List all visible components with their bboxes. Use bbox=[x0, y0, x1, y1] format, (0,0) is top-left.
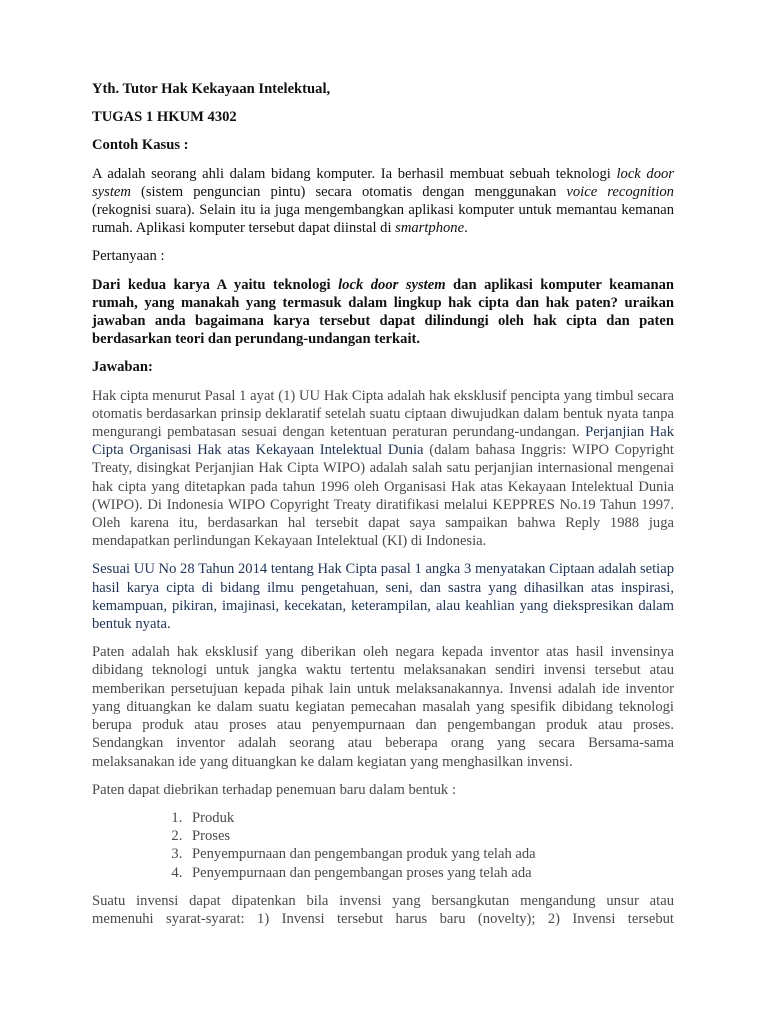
wipo-treaty-text: (dalam bahasa Inggris: WIPO Copyright Treaty, disingkat Perjanjian Hak Cipta WIPO) adalah salah satu perjanjian internasional mengenai hak cipta yang ditetapkan pada tahun 1996 oleh Organisasi Hak atas Kekayaan Intelektual Dunia (WIPO). Di Indonesia WIPO Copyright Treaty diratifikasi melalui KEPPRES No.19 Tahun 1997. Oleh karena itu, berdasarkan hal tersebit dapat saya sampaikan bahwa Reply 1988 juga mendapatkan perlindungan Kekayaan Intelektual (KI) di Indonesia. bbox=[92, 442, 674, 550]
case-text-end: . bbox=[464, 220, 468, 237]
question-text-start: Dari kedua karya A yaitu teknologi bbox=[92, 276, 339, 293]
list-item: 4. Penyempurnaan dan pengembangan proses yang telah ada bbox=[186, 864, 674, 882]
answer-heading: Jawaban: bbox=[92, 359, 153, 376]
question-term-lock-door-system: lock door system bbox=[338, 276, 446, 293]
answer-paragraph-patentability bbox=[92, 892, 674, 928]
case-text-1: A adalah seorang ahli dalam bidang komputer. Ia berhasil membuat sebuah teknologi bbox=[92, 165, 617, 182]
question-heading: Pertanyaan : bbox=[92, 248, 165, 265]
answer-paragraph-uu-28-2014: Sesuai UU No 28 Tahun 2014 tentang Hak Cipta pasal 1 angka 3 menyatakan Ciptaan adalah setiap hasil karya cipta di bidang ilmu pengetahuan, seni, dan sastra yang dihasilkan atas inspirasi, kemampuan, pikiran, imajinasi, kecekatan, keterampilan, alau keahlian yang diekspresikan dalam bentuk nyata. bbox=[92, 561, 674, 633]
answer-paragraph-patent-forms: Paten dapat diebrikan terhadap penemuan baru dalam bentuk : bbox=[92, 781, 456, 798]
case-text-3: (rekognisi suara). Selain itu ia juga mengembangkan aplikasi komputer untuk memantau kemanan rumah. Aplikasi komputer tersebut dapat diinstal di bbox=[92, 202, 674, 237]
answer-paragraph-copyright bbox=[92, 387, 674, 551]
copyright-definition-text: Hak cipta menurut Pasal 1 ayat (1) UU Hak Cipta adalah hak eksklusif pencipta yang timbul secara otomatis berdasarkan prinsip deklaratif setelah suatu ciptaan diwujudkan dalam bentuk nyata tanpa mengurangi pembatasan sesuai dengan ketentuan peraturan perundang-undangan. bbox=[92, 387, 674, 441]
list-item: 2. Proses bbox=[186, 827, 674, 845]
greeting-line: Yth. Tutor Hak Kekayaan Intelektual, bbox=[92, 81, 331, 97]
list-item: 3. Penyempurnaan dan pengembangan produk yang telah ada bbox=[186, 845, 674, 863]
patentability-line-2: memenuhi syarat-syarat: 1) Invensi tersebut harus baru (novelty); 2) Invensi tersebut bbox=[92, 910, 674, 927]
case-term-smartphone: smartphone bbox=[395, 220, 465, 237]
assignment-title: TUGAS 1 HKUM 4302 bbox=[92, 109, 237, 126]
case-heading: Contoh Kasus : bbox=[92, 137, 189, 154]
case-term-voice-recognition: voice recognition bbox=[566, 183, 674, 200]
document-body bbox=[92, 80, 674, 928]
case-paragraph bbox=[92, 165, 674, 238]
list-item: 1. Produk bbox=[186, 809, 674, 827]
patent-forms-list bbox=[92, 809, 674, 882]
question-paragraph bbox=[92, 276, 674, 349]
answer-paragraph-patent: Paten adalah hak eksklusif yang diberikan oleh negara kepada inventor atas hasil invensinya dibidang teknologi untuk jangka waktu tertentu melaksanakan sendiri invensi tersebut atau memberikan persetujuan kepada pihak lain untuk melaksanakannya. Invensi adalah ide inventor yang dituangkan ke dalam suatu kegiatan pemecahan masalah yang spesifik dibidang teknologi berupa produk atau proses atau penyempurnaan dan pengembangan produk atau proses. Sendangkan inventor adalah seorang atau beberapa orang yang secara Bersama-sama melaksanakan ide yang dituangkan ke dalam kegiatan yang menghasilkan invensi. bbox=[92, 644, 674, 770]
wipo-treaty-link[interactable]: Perjanjian Hak Cipta Organisasi Hak atas Kekayaan Intelektual Dunia bbox=[92, 424, 674, 459]
question-text-end: dan aplikasi komputer keamanan rumah, yang manakah yang termasuk dalam lingkup hak cipta dan hak paten? uraikan jawaban anda bagaimana karya tersebut dapat dilindungi oleh hak cipta dan paten berdasarkan teori dan perundang-undangan terkait. bbox=[92, 276, 674, 348]
patentability-line-1: Suatu invensi dapat dipatenkan bila invensi yang bersangkutan mengandung unsur atau bbox=[92, 892, 674, 909]
case-term-lock-door-system: lock door system bbox=[92, 165, 674, 200]
case-text-2: (sistem penguncian pintu) secara otomatis dengan menggunakan bbox=[130, 183, 567, 200]
